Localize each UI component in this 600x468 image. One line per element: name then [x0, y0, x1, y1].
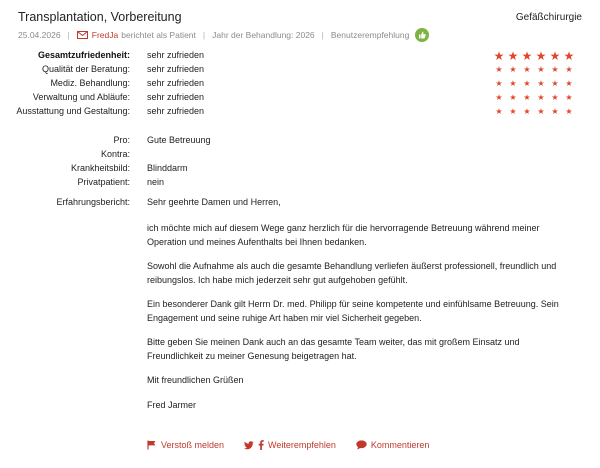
meta-separator: |: [67, 30, 70, 40]
report-signature: Fred Jarmer: [147, 399, 197, 410]
star-rating: [492, 92, 576, 103]
comment-label: Kommentieren: [370, 440, 430, 450]
star-icon: ★: [565, 79, 573, 88]
star-icon: ★: [495, 79, 503, 88]
report-violation-label: Verstoß melden: [161, 440, 225, 450]
star-rating: [492, 64, 576, 75]
report-greeting: Sehr geehrte Damen und Herren,: [147, 197, 281, 207]
rating-label: Mediz. Behandlung:: [50, 78, 130, 88]
star-icon: ★: [537, 79, 545, 88]
star-icon: ★: [537, 65, 545, 74]
author-link[interactable]: FredJa: [91, 30, 119, 40]
star-icon: ★: [509, 93, 517, 102]
star-icon: ★: [563, 49, 575, 63]
category-label: Gefäßchirurgie: [515, 12, 582, 23]
star-icon: ★: [493, 49, 505, 63]
star-rating: [492, 78, 576, 89]
star-icon: ★: [535, 49, 547, 63]
report-paragraph: Bitte geben Sie meinen Dank auch an das gesamte Team weiter, das mit großem Einsatz und Freundlichkeit zu meiner Genesung beigetragen hat.: [147, 337, 520, 361]
star-icon: ★: [551, 93, 559, 102]
thumbs-up-icon: [415, 28, 429, 42]
comment-button[interactable]: [356, 440, 430, 450]
star-icon: ★: [551, 107, 559, 116]
star-rating: [492, 50, 576, 62]
rating-value: sehr zufrieden: [147, 78, 205, 88]
envelope-icon: [77, 31, 88, 39]
report-violation-button[interactable]: [147, 440, 224, 450]
treatment-year: Jahr der Behandlung: 2026: [212, 30, 315, 40]
star-icon: ★: [507, 49, 519, 63]
star-icon: ★: [509, 65, 517, 74]
report-paragraph: Sowohl die Aufnahme als auch die gesamte Behandlung verliefen äußerst professionell, freundlich und reibungslos. Ich habe mich jederzeit sehr gut aufgehoben gefühlt.: [147, 261, 557, 285]
star-icon: ★: [523, 107, 531, 116]
flag-icon: [147, 440, 157, 450]
meta-separator: |: [202, 30, 206, 40]
detail-value: Gute Betreuung: [147, 135, 211, 145]
share-button[interactable]: [244, 440, 336, 450]
report-closing: Mit freundlichen Grüßen: [147, 375, 244, 385]
facebook-icon: [258, 440, 264, 450]
star-icon: ★: [509, 79, 517, 88]
review-date: 25.04.2026: [18, 30, 61, 40]
detail-label: Erfahrungsbericht:: [56, 197, 130, 207]
rating-value: sehr zufrieden: [147, 50, 205, 60]
detail-label: Privatpatient:: [77, 177, 130, 187]
meta-separator: |: [321, 30, 324, 40]
report-paragraph: Ein besonderer Dank gilt Herrn Dr. med. Philipp für seine kompetente und einfühlsame Betreuung. Sein Engagement und seine ruhige Art haben mir viel Sicherheit gegeben.: [147, 299, 559, 323]
star-icon: ★: [565, 93, 573, 102]
twitter-icon: [244, 441, 254, 450]
star-icon: ★: [495, 93, 503, 102]
star-icon: ★: [537, 107, 545, 116]
rating-label: Gesamtzufriedenheit:: [37, 50, 130, 60]
detail-label: Krankheitsbild:: [70, 163, 130, 173]
rating-label: Qualität der Beratung:: [41, 64, 130, 74]
rating-row-equipment: [0, 106, 600, 120]
report-paragraph: ich möchte mich auf diesem Wege ganz herzlich für die hervorragende Betreuung während meiner Operation und meines Aufenthalts bei Ihnen bedanken.: [147, 223, 540, 247]
rating-row-consulting: [0, 64, 600, 78]
star-rating: [492, 106, 576, 117]
review-meta: [18, 28, 429, 42]
star-icon: ★: [551, 79, 559, 88]
star-icon: ★: [523, 93, 531, 102]
rating-label: Verwaltung und Abläufe:: [32, 92, 130, 102]
detail-label: Kontra:: [100, 149, 130, 159]
star-icon: ★: [537, 93, 545, 102]
rating-value: sehr zufrieden: [147, 92, 205, 102]
star-icon: ★: [549, 49, 561, 63]
rating-value: sehr zufrieden: [147, 64, 205, 74]
star-icon: ★: [523, 65, 531, 74]
star-icon: ★: [495, 65, 503, 74]
rating-row-overall: [0, 50, 600, 64]
rating-value: sehr zufrieden: [147, 106, 205, 116]
star-icon: ★: [551, 65, 559, 74]
experience-report: [147, 222, 567, 423]
star-icon: ★: [565, 107, 573, 116]
detail-value: nein: [147, 177, 165, 187]
review-actions: [147, 440, 449, 450]
author-role: berichtet als Patient: [121, 30, 196, 40]
detail-value: Blinddarm: [147, 163, 188, 173]
rating-row-treatment: [0, 78, 600, 92]
star-icon: ★: [565, 65, 573, 74]
detail-label: Pro:: [113, 135, 130, 145]
rating-row-administration: [0, 92, 600, 106]
speech-bubble-icon: [356, 440, 367, 450]
recommendation-label: Benutzerempfehlung: [330, 30, 410, 40]
review-title: Transplantation, Vorbereitung: [18, 10, 182, 24]
rating-label: Ausstattung und Gestaltung:: [16, 106, 130, 116]
star-icon: ★: [495, 107, 503, 116]
star-icon: ★: [509, 107, 517, 116]
share-label: Weiterempfehlen: [268, 440, 336, 450]
star-icon: ★: [521, 49, 533, 63]
star-icon: ★: [523, 79, 531, 88]
